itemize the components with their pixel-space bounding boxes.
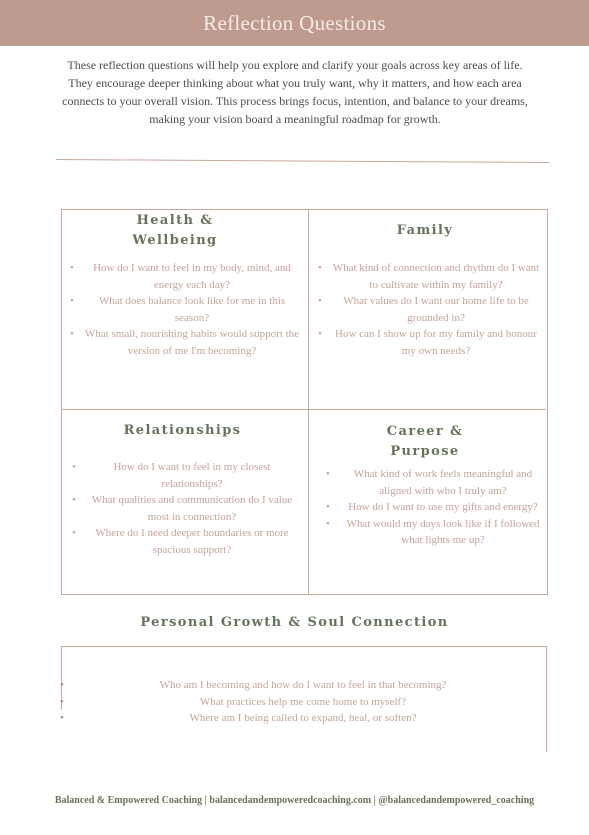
- family-title: Family: [396, 223, 454, 238]
- family-questions: [318, 260, 540, 359]
- growth-questions: [60, 677, 546, 727]
- list-item: • How do I want to feel in my body, mind, and energy each day?: [70, 260, 300, 293]
- list-item: • What kind of work feels meaningful and aligned with who I truly am?: [326, 466, 546, 499]
- personal-growth-title: Personal Growth & Soul Connection: [140, 615, 449, 630]
- relationships-title: Relationships: [123, 423, 242, 438]
- list-item: • Where do I need deeper boundaries or more spacious support?: [72, 525, 298, 558]
- career-title-line1: Career &: [386, 424, 464, 439]
- list-item: • Where am I being called to expand, heal, or soften?: [60, 710, 546, 727]
- list-item: • What small, nourishing habits would support the version of me I'm becoming?: [70, 326, 300, 359]
- list-item: • What kind of connection and rhythm do I want to cultivate within my family?: [318, 260, 540, 293]
- list-item: • What does balance look like for me in this season?: [70, 293, 300, 326]
- list-item: • What values do I want our home life to be grounded in?: [318, 293, 540, 326]
- health-title-line2: Wellbeing: [132, 233, 218, 248]
- divider: [56, 159, 549, 163]
- list-item: • Who am I becoming and how do I want to feel in that becoming?: [60, 677, 546, 694]
- list-item: • What practices help me come home to myself?: [60, 694, 546, 711]
- career-purpose-title: [350, 422, 500, 462]
- grid-horizontal-divider: [61, 409, 546, 410]
- career-questions: [326, 466, 546, 549]
- grid-vertical-divider: [308, 209, 309, 595]
- page-title: Reflection Questions: [203, 10, 386, 35]
- intro-paragraph: These reflection questions will help you explore and clarify your goals across key areas of life. They encourage deeper thinking about what you truly want, why it matters, and how each area connects to your overall vision. This process brings focus, intention, and balance to your dreams, making your vision board a meaningful roadmap for growth.: [62, 58, 528, 126]
- header-bar: [0, 0, 589, 46]
- list-item: • What qualities and communication do I value most in connection?: [72, 492, 298, 525]
- career-title-line2: Purpose: [390, 444, 460, 459]
- list-item: • What would my days look like if I followed what lights me up?: [326, 516, 546, 549]
- health-title-line1: Health &: [136, 213, 214, 228]
- list-item: • How can I show up for my family and honour my own needs?: [318, 326, 540, 359]
- relationships-questions: [72, 459, 298, 558]
- health-wellbeing-title: [100, 211, 250, 251]
- footer-text: Balanced & Empowered Coaching | balancedandempoweredcoaching.com | @balancedandempowered_coaching: [54, 795, 535, 806]
- list-item: • How do I want to feel in my closest relationships?: [72, 459, 298, 492]
- health-questions: [70, 260, 300, 359]
- list-item: • How do I want to use my gifts and energy?: [326, 499, 546, 516]
